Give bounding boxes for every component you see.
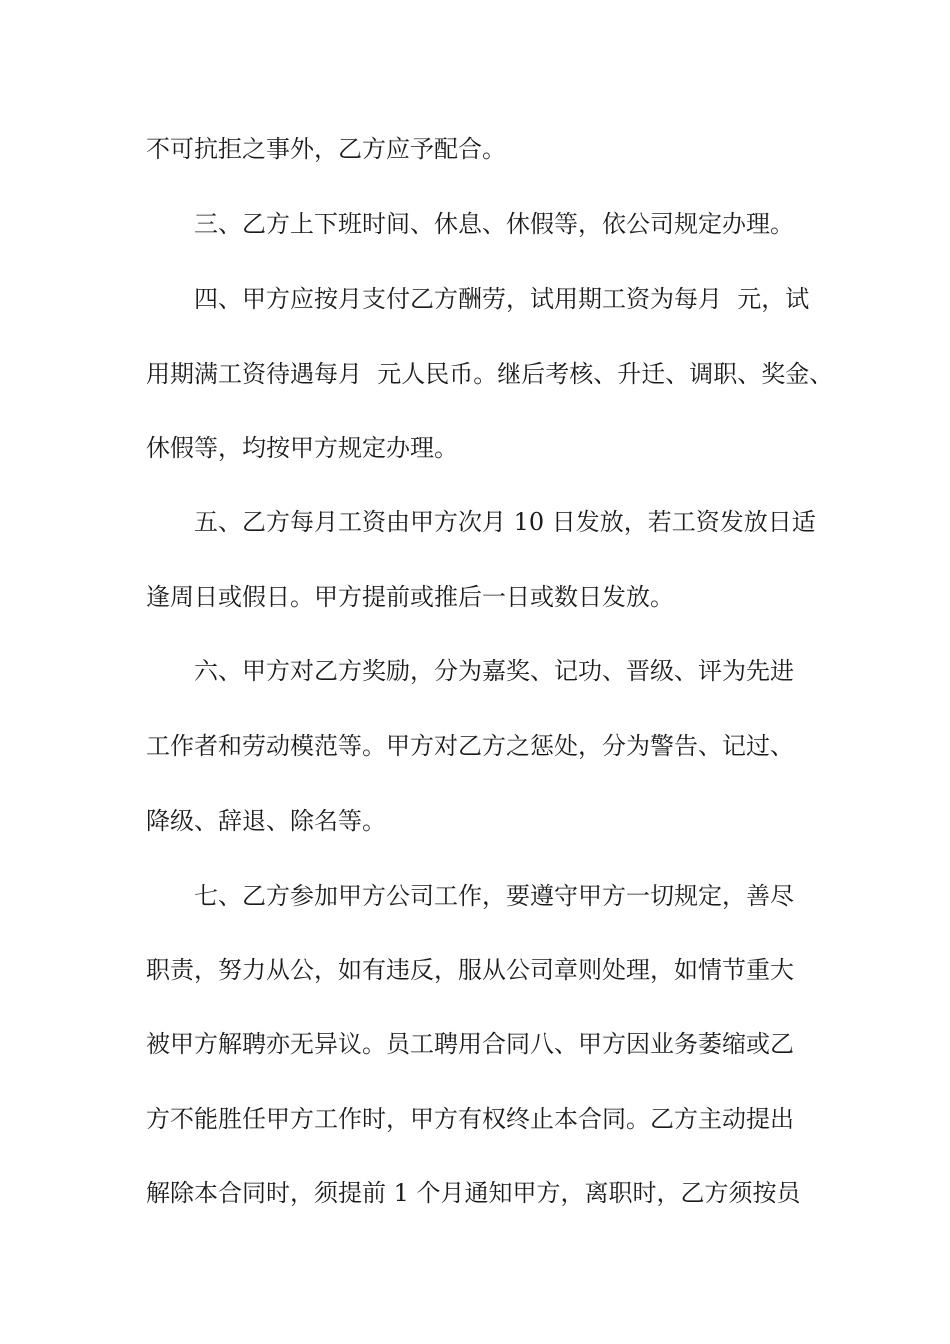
paragraph-line: 六、甲方对乙方奖励，分为嘉奖、记功、晋级、评为先进 xyxy=(194,657,794,685)
paragraph-line: 工作者和劳动模范等。甲方对乙方之惩处，分为警告、记过、 xyxy=(146,732,794,760)
paragraph-line: 方不能胜任甲方工作时，甲方有权终止本合同。乙方主动提出 xyxy=(146,1105,794,1133)
paragraph-line: 用期满工资待遇每月 元人民币。继后考核、升迁、调职、奖金、 xyxy=(146,360,834,388)
paragraph-line: 降级、辞退、除名等。 xyxy=(146,807,386,835)
paragraph-line: 职责，努力从公，如有违反，服从公司章则处理，如情节重大 xyxy=(146,956,794,984)
paragraph-line: 解除本合同时，须提前 1 个月通知甲方，离职时，乙方须按员 xyxy=(146,1179,801,1207)
paragraph-line: 不可抗拒之事外，乙方应予配合。 xyxy=(146,135,506,163)
paragraph-line: 五、乙方每月工资由甲方次月 10 日发放，若工资发放日适 xyxy=(194,508,816,536)
paragraph-line: 被甲方解聘亦无异议。员工聘用合同八、甲方因业务萎缩或乙 xyxy=(146,1030,794,1058)
paragraph-line: 四、甲方应按月支付乙方酬劳，试用期工资为每月 元，试 xyxy=(194,285,810,313)
paragraph-line: 七、乙方参加甲方公司工作，要遵守甲方一切规定，善尽 xyxy=(194,882,794,910)
paragraph-line: 三、乙方上下班时间、休息、休假等，依公司规定办理。 xyxy=(194,210,794,238)
paragraph-line: 逢周日或假日。甲方提前或推后一日或数日发放。 xyxy=(146,583,674,611)
paragraph-line: 休假等，均按甲方规定办理。 xyxy=(146,434,458,462)
